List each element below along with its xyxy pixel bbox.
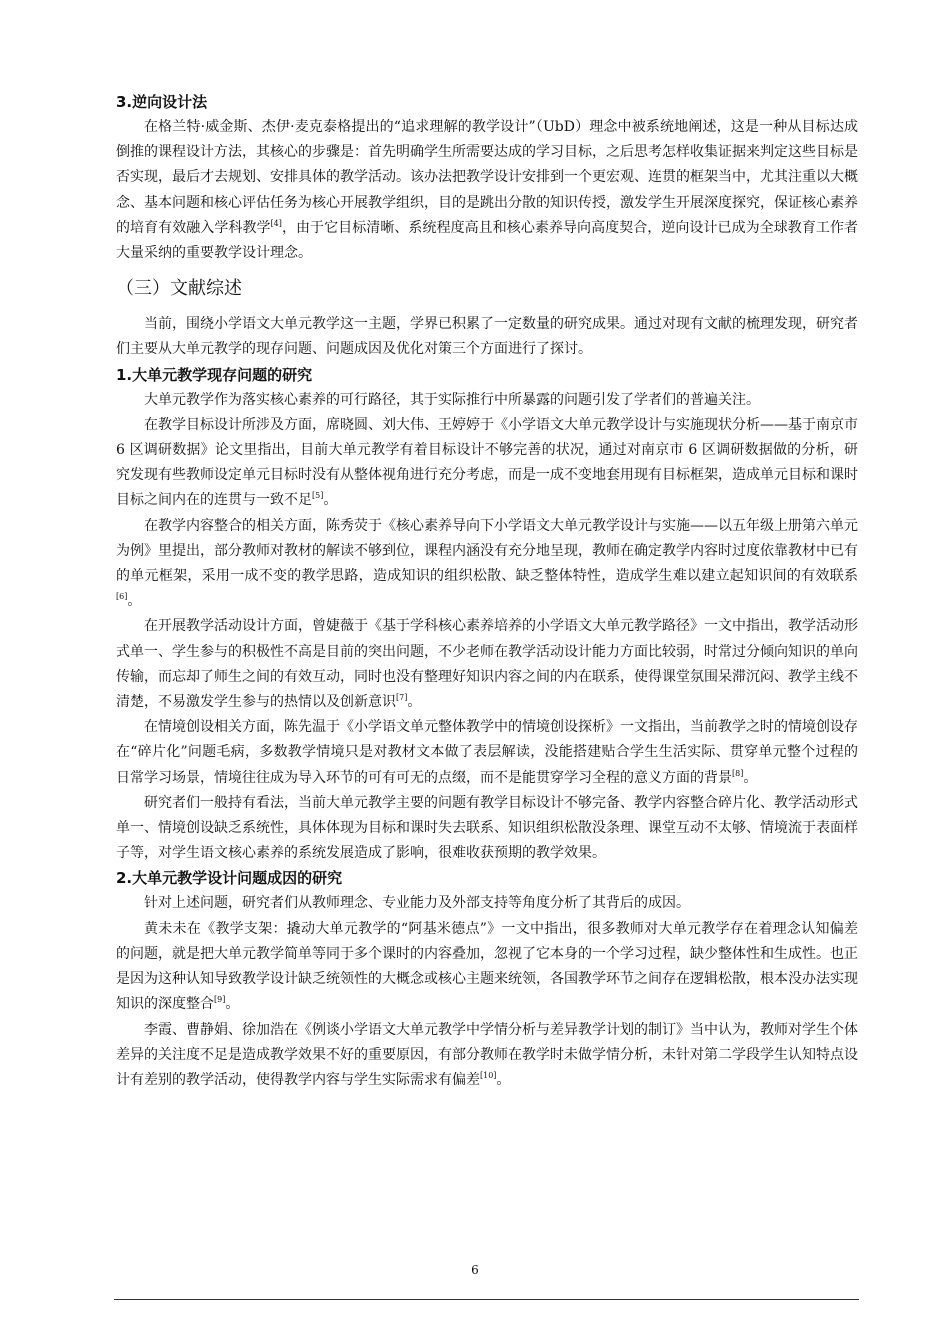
paragraph [116,413,858,514]
paragraph [116,917,858,1018]
page-number: 6 [471,1263,479,1277]
paragraph-text: 。 [127,593,142,610]
paragraph-text: 。 [225,996,240,1013]
paragraph-text: 。 [496,1071,511,1088]
paragraph-text: 李霞、曹静娟、徐加浩在《例谈小学语文大单元教学中学情分析与差异教学计划的制订》当中认为，教师对学生个体差异的关注度不足是造成教学效果不好的重要原因，有部分教师在教学时未做学情分析，未针对第二学段学生认知特点设计有差别的教学活动，使得教学内容与学生实际需求有偏差 [116,1021,858,1088]
paragraph-text: 在开展教学活动设计方面，曾婕薇于《基于学科核心素养培养的小学语文大单元教学路径》一文中指出，教学活动形式单一、学生参与的积极性不高是目前的突出问题，不少老师在教学活动设计能力方面比较弱，时常过分倾向知识的单向传输，而忘却了师生之间的有效互动，同时也没有整理好知识内容之间的内在联系，使得课堂氛围呆滞沉闷、教学主线不清楚，不易激发学生参与的热情以及创新意识 [116,618,858,711]
paragraph [116,715,858,791]
footer-divider [114,1299,859,1300]
paragraph-text: 。 [407,694,422,711]
paragraph-text: 在格兰特·威金斯、杰伊·麦克泰格提出的“追求理解的教学设计”（UbD）理念中被系统地阐述，这是一种从目标达成倒推的课程设计方法，其核心的步骤是：首先明确学生所需要达成的学习目标，之后思考怎样收集证据来判定这些目标是否实现，最后才去规划、安排具体的教学活动。该办法把教学设计安排到一个更宏观、连贯的框架当中，尤其注重以大概念、基本问题和核心评估任务为核心开展教学组织，目的是跳出分散的知识传授，激发学生开展深度探究，保证核心素养的培育有效融入学科教学 [116,119,858,236]
section-heading-reverse-design: 3.逆向设计法 [116,93,208,111]
citation: [5] [312,491,324,501]
paragraph-text: 在教学内容整合的相关方面，陈秀荧于《核心素养导向下小学语文大单元教学设计与实施——以五年级上册第六单元为例》里提出，部分教师对教材的解读不够到位，课程内涵没有充分地呈现，教师在确定教学内容时过度依靠教材中已有的单元框架，采用一成不变的教学思路，造成知识的组织松散、缺乏整体特性，造成学生难以建立起知识间的有效联系 [116,517,858,585]
paragraph-text: 。 [743,769,758,786]
paragraph: 当前，围绕小学语文大单元教学这一主题，学界已积累了一定数量的研究成果。通过对现有文献的梳理发现，研究者们主要从大单元教学的现存问题、问题成因及优化对策三个方面进行了探讨。 [116,316,858,358]
paragraph: 大单元教学作为落实核心素养的可行路径，其于实际推行中所暴露的问题引发了学者们的普遍关注。 [144,391,760,408]
paragraph [116,1018,858,1094]
citation: [10] [480,1070,497,1080]
section-heading-current-problems: 1.大单元教学现存问题的研究 [116,365,313,384]
paragraph-text: 在情境创设相关方面，陈先温于《小学语文单元整体教学中的情境创设探析》一文指出，当前教学之时的情境创设存在“碎片化”问题毛病，多数教学情境只是对教材文本做了表层解读，没能搭建贴合学生生活实际、贯穿单元整个过程的日常学习场景，情境往往成为导入环节的可有可无的点缀，而不是能贯穿学习全程的意义方面的背景 [116,719,858,786]
citation: [6] [116,592,128,602]
paragraph [116,614,858,715]
citation: [7] [396,693,408,703]
paragraph [116,115,858,266]
document-body [116,90,858,1093]
section-heading-literature-review: （三）文献综述 [116,278,242,300]
citation: [4] [270,218,282,228]
citation: [9] [214,995,226,1005]
paragraph-text: 。 [323,492,338,509]
paragraph-text: 黄未未在《教学支架：撬动大单元教学的“阿基米德点”》一文中指出，很多教师对大单元教学存在着理念认知偏差的问题，就是把大单元教学简单等同于多个课时的内容叠加，忽视了它本身的一个学习过程，缺少整体性和生成性。也正是因为这种认知导致教学设计缺乏统领性的大概念或核心主题来统领，各国教学环节之间存在逻辑松散，根本没办法实现知识的深度整合 [116,920,858,1013]
paragraph: 研究者们一般持有看法，当前大单元教学主要的问题有教学目标设计不够完备、教学内容整合碎片化、教学活动形式单一、情境创设缺乏系统性，具体体现为目标和课时失去联系、知识组织松散没条理、课堂互动不太够、情境流于表面样子等，对学生语文核心素养的系统发展造成了影响，很难收获预期的教学效果。 [116,794,858,862]
paragraph-text: 在教学目标设计所涉及方面，席晓圆、刘大伟、王婷婷于《小学语文大单元教学设计与实施现状分析——基于南京市 6 区调研数据》论文里指出，目前大单元教学有着目标设计不够完善的状况，通过对南京市 6 区调研数据做的分析，研究发现有些教师设定单元目标时没有从整体视角进行充分考虑，而是一成不变地套用现有目标框架，造成单元目标和课时目标之间内在的连贯与一致不足 [116,416,858,509]
paragraph: 针对上述问题，研究者们从教师理念、专业能力及外部支持等角度分析了其背后的成因。 [144,895,690,912]
citation: [8] [732,768,744,778]
section-heading-problem-causes: 2.大单元教学设计问题成因的研究 [116,869,343,888]
paragraph-text: ，由于它目标清晰、系统程度高且和核心素养导向高度契合，逆向设计已成为全球教育工作者大量采纳的重要教学设计理念。 [116,219,858,262]
paragraph [116,514,858,615]
